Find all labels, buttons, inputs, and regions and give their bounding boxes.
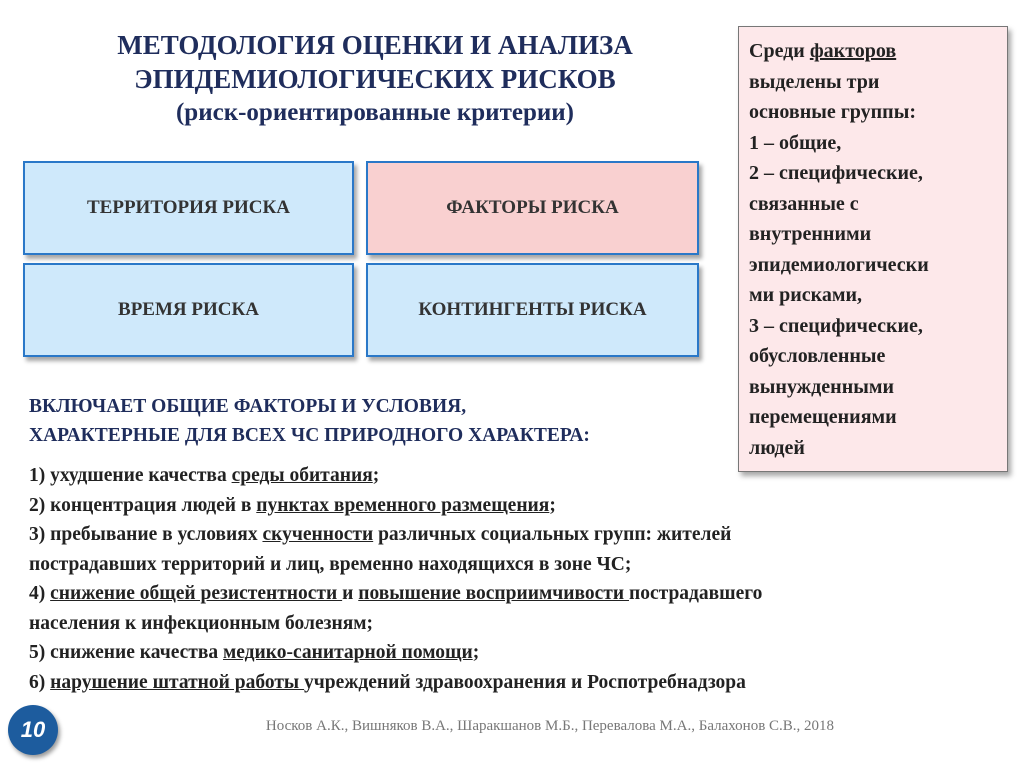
list-text: 6) — [29, 671, 51, 693]
list-underlined: снижение общей резистентности — [50, 583, 343, 604]
list-text: различных социальных групп: жителей — [373, 524, 732, 545]
slide-title — [30, 28, 720, 130]
title-line-2: ЭПИДЕМИОЛОГИЧЕСКИХ РИСКОВ — [134, 64, 616, 94]
box-contingents-risk: КОНТИНГЕНТЫ РИСКА — [366, 263, 699, 357]
note-line: людей — [749, 436, 805, 459]
list-text: учреждений здравоохранения и Роспотребнадзора — [304, 671, 746, 693]
factors-note-panel — [738, 26, 1008, 472]
note-underlined: факторов — [809, 40, 897, 62]
box-factors-risk: ФАКТОРЫ РИСКА — [366, 161, 699, 255]
list-underlined: пунктах временного размещения — [256, 494, 550, 516]
includes-line-1: ВКЛЮЧАЕТ ОБЩИЕ ФАКТОРЫ И УСЛОВИЯ, — [29, 396, 467, 417]
note-line: выделены три — [749, 70, 880, 93]
list-text: и — [342, 583, 359, 604]
box-territory-risk: ТЕРРИТОРИЯ РИСКА — [23, 161, 354, 255]
note-line: связанные с — [749, 192, 859, 215]
note-line: 3 – специфические, — [749, 314, 923, 337]
note-line: основные группы: — [749, 101, 916, 123]
list-underlined: среды обитания — [231, 465, 373, 486]
note-line: перемещениями — [749, 406, 897, 428]
list-text: 5) снижение качества — [29, 642, 223, 663]
note-line: 1 – общие, — [749, 131, 842, 154]
list-text: ; — [472, 642, 480, 663]
list-item — [29, 638, 989, 668]
list-item — [29, 520, 989, 550]
list-text: пострадавшего — [628, 583, 763, 604]
includes-heading — [29, 392, 729, 450]
list-text: 1) ухудшение качества — [29, 465, 232, 486]
note-line: вынужденными — [749, 375, 894, 398]
list-item — [29, 668, 989, 698]
note-text: Среди — [749, 40, 810, 62]
list-item — [29, 579, 989, 609]
note-line: 2 – специфические, — [749, 162, 923, 184]
list-underlined: скученности — [262, 524, 374, 545]
note-line: внутренними — [749, 223, 872, 245]
title-subtitle: (риск-ориентированные критерии) — [175, 99, 575, 126]
list-underlined: нарушение штатной работы — [50, 671, 305, 693]
list-item: населения к инфекционным болезням; — [29, 612, 374, 634]
title-line-1: МЕТОДОЛОГИЯ ОЦЕНКИ И АНАЛИЗА — [117, 30, 633, 60]
list-item — [29, 461, 989, 491]
list-text: 4) — [29, 583, 51, 604]
includes-line-2: ХАРАКТЕРНЫЕ ДЛЯ ВСЕХ ЧС ПРИРОДНОГО ХАРАКТЕРА: — [29, 425, 590, 446]
list-item — [29, 491, 989, 521]
note-line — [749, 36, 999, 67]
list-text: 2) концентрация людей в — [29, 494, 257, 516]
note-line: ми рисками, — [749, 284, 863, 306]
page-number-badge: 10 — [8, 705, 58, 755]
list-underlined: повышение восприимчивости — [358, 583, 629, 604]
note-line: эпидемиологически — [749, 253, 929, 276]
list-underlined: медико-санитарной помощи — [222, 642, 473, 663]
box-time-risk: ВРЕМЯ РИСКА — [23, 263, 354, 357]
list-text: ; — [372, 465, 380, 486]
factors-list — [29, 461, 989, 697]
list-text: ; — [549, 494, 556, 516]
footer-citation: Носков А.К., Вишняков В.А., Шаракшанов М.Б., Перевалова М.А., Балахонов С.В., 2018 — [265, 718, 835, 734]
list-item: пострадавших территорий и лиц, временно находящихся в зоне ЧС; — [29, 553, 632, 575]
note-line: обусловленные — [749, 345, 886, 367]
list-text: 3) пребывание в условиях — [29, 524, 263, 545]
